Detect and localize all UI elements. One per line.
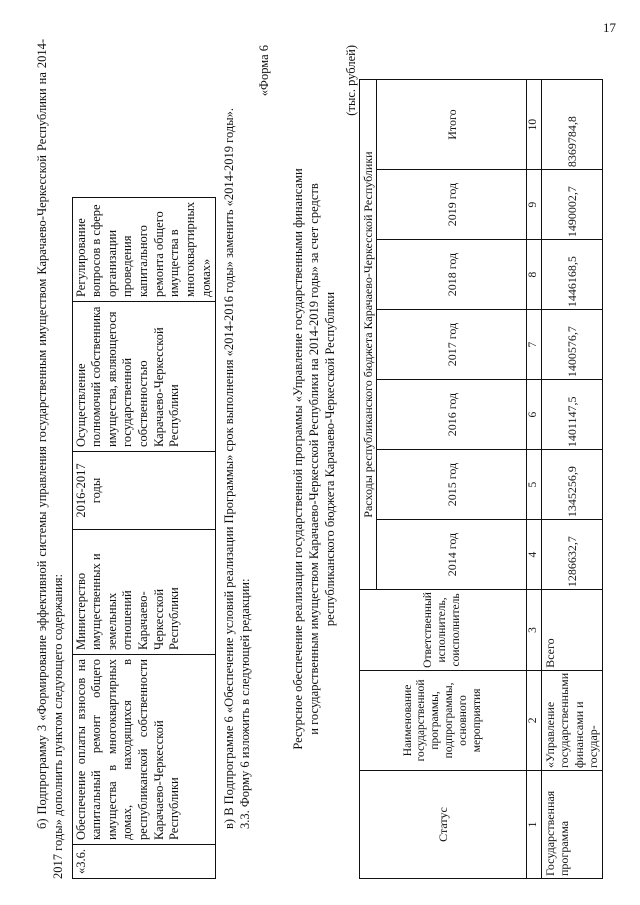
header-year: 2017 год	[377, 310, 527, 380]
index-cell: 9	[527, 170, 542, 240]
index-cell: 4	[527, 520, 542, 590]
index-cell: 10	[527, 80, 542, 170]
header-name: Наименование государственной программы, подпрограммы, основного мероприятия	[359, 670, 526, 770]
item-period: 2016-2017 годы	[72, 452, 216, 530]
table-header-row	[359, 80, 376, 879]
header-total: Итого	[377, 80, 527, 170]
row-value: 1345256,9	[542, 450, 603, 520]
index-row	[527, 80, 542, 879]
header-year: 2019 год	[377, 170, 527, 240]
rotated-page-content	[34, 39, 604, 879]
paragraph-v: в) В Подпрограмме 6 «Обеспечение условий реализации Программы» срок выполнения «2014-2016 годы» заменить «2014-2019 годы».	[222, 108, 237, 829]
form-title-line: и государственным имуществом Карачаево-Черкесской Республики на 2014-2019 годы» за счет средств	[307, 183, 322, 735]
index-cell: 3	[527, 590, 542, 671]
header-year: 2014 год	[377, 520, 527, 590]
paragraph-3-3: 3.3. Форму 6 изложить в следующей редакции:	[238, 578, 253, 829]
header-expenses: Расходы республиканского бюджета Карачаево-Черкесской Республики	[359, 80, 376, 590]
form-title	[290, 39, 339, 879]
resource-table	[359, 79, 603, 879]
form-label: «Форма 6	[256, 45, 271, 97]
index-cell: 8	[527, 240, 542, 310]
index-cell: 6	[527, 380, 542, 450]
table-row	[72, 197, 216, 878]
row-value: 1446168,5	[542, 240, 603, 310]
header-year: 2015 год	[377, 450, 527, 520]
item-executor: Министерство имущественных и земельных отношений Карачаево-Черкесской Республики	[72, 530, 216, 655]
paragraph-b: б) Подпрограмму 3 «Формирование эффективной системы управления государственным имуществом Карачаево-Черкесской Республики на 2014-2017 годы» дополнить пунктом следующего содержания:	[35, 39, 66, 879]
item-measure: Обеспечение оплаты взносов на капитальный ремонт общего имущества в многоквартирных домах, находящихся в республиканской собственности Карачаево-Черкесской Республики	[72, 655, 216, 845]
row-total: 8369784,8	[542, 80, 603, 170]
form-title-line: Ресурсное обеспечение реализации государственной программы «Управление государственными финансами	[290, 168, 305, 750]
header-year: 2016 год	[377, 380, 527, 450]
row-value: 1401147,5	[542, 380, 603, 450]
row-executor: Всего	[542, 590, 603, 671]
row-status: Государственная программа	[542, 771, 603, 879]
item-direction: Регулирование вопросов в сфере организации проведения капитального ремонта общего имущества в многоквартирных домах»	[72, 197, 216, 301]
index-cell: 5	[527, 450, 542, 520]
row-value: 1286632,7	[542, 520, 603, 590]
item-3-6-table	[72, 197, 217, 879]
item-number: «3.6.	[72, 845, 216, 879]
header-status: Статус	[359, 771, 526, 879]
index-cell: 2	[527, 670, 542, 770]
row-value: 1490002,7	[542, 170, 603, 240]
item-result: Осуществление полномочий собственника имущества, являющегося государственной собственностью Карачаево-Черкесской Республики	[72, 302, 216, 452]
header-year: 2018 год	[377, 240, 527, 310]
unit-label: (тыс. рублей)	[343, 45, 358, 116]
index-cell: 1	[527, 771, 542, 879]
row-name: «Управление государственными финансами и государ-	[542, 670, 603, 770]
table-row	[542, 80, 603, 879]
page-number: 17	[603, 20, 616, 35]
index-cell: 7	[527, 310, 542, 380]
row-value: 1400576,7	[542, 310, 603, 380]
form-title-line: республиканского бюджета Карачаево-Черкесской Республики	[323, 291, 338, 627]
header-executor: Ответственный исполнитель, соисполнитель	[359, 590, 526, 671]
